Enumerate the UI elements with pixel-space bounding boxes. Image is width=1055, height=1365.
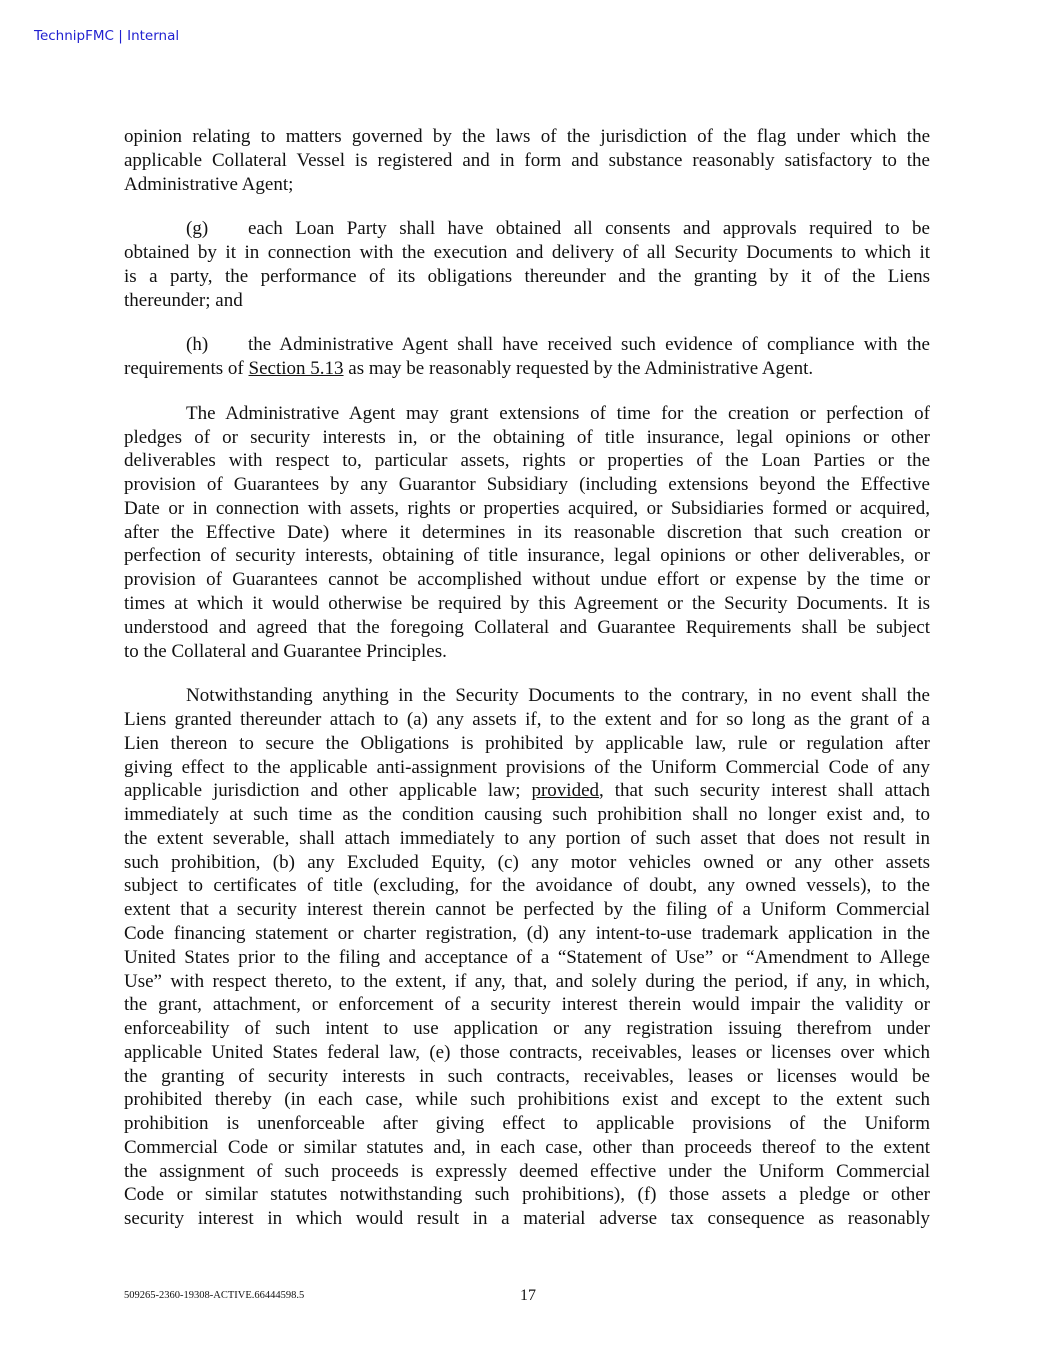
text-line: immediately at such time as the condition causing such prohibition shall no longer exist and, to	[124, 804, 930, 826]
text-line: the granting of security interests in such contracts, receivables, leases or licenses would be	[124, 1065, 930, 1087]
text-line: Use” with respect thereto, to the extent, if any, that, and solely during the period, if any, in which,	[124, 970, 930, 992]
cross-reference: provided	[531, 780, 600, 802]
text-segment: as may be reasonably requested by the Administrative Agent.	[343, 358, 814, 380]
paragraph	[124, 684, 930, 1231]
text-line: Code or similar statutes notwithstanding such prohibitions), (f) those assets a pledge or other	[124, 1184, 930, 1206]
clause-marker: (h)	[186, 334, 209, 356]
text-line: Code financing statement or charter registration, (d) any intent-to-use trademark application in the	[124, 922, 930, 944]
text-line: understood and agreed that the foregoing Collateral and Guarantee Requirements shall be subject	[124, 616, 930, 638]
text-line: prohibited thereby (in each case, while such prohibitions exist and except to the extent such	[124, 1089, 930, 1111]
text-line: times at which it would otherwise be required by this Agreement or the Security Documents. It is	[124, 593, 930, 615]
text-line: the assignment of such proceeds is expressly deemed effective under the Uniform Commercial	[124, 1160, 930, 1182]
text-line: the grant, attachment, or enforcement of a security interest therein would impair the validity or	[124, 994, 930, 1016]
page-number: 17	[520, 1287, 536, 1304]
clause-text: each Loan Party shall have obtained all consents and approvals required to be	[248, 218, 930, 240]
text-line: applicable United States federal law, (e) those contracts, receivables, leases or licenses over which	[124, 1041, 930, 1063]
text-line: Lien thereon to secure the Obligations is prohibited by applicable law, rule or regulation after	[124, 732, 930, 754]
text-line: subject to certificates of title (excluding, for the avoidance of doubt, any owned vessels), to the	[124, 875, 930, 897]
text-line: the extent severable, shall attach immediately to any portion of such asset that does not result in	[124, 827, 930, 849]
text-line: provision of Guarantees by any Guarantor Subsidiary (including extensions beyond the Effective	[124, 474, 930, 496]
text-line: Notwithstanding anything in the Security Documents to the contrary, in no event shall the	[186, 685, 930, 707]
text-line: The Administrative Agent may grant extensions of time for the creation or perfection of	[186, 402, 930, 424]
text-line: Liens granted thereunder attach to (a) any assets if, to the extent and for so long as the grant of a	[124, 709, 930, 731]
text-line: extent that a security interest therein cannot be perfected by the filing of a Uniform Commercial	[124, 899, 930, 921]
document-body	[124, 125, 930, 1252]
text-line: Commercial Code or similar statutes and, in each case, other than proceeds thereof to the extent	[124, 1136, 930, 1158]
classification-label: TechnipFMC | Internal	[34, 28, 180, 44]
text-line: obtained by it in connection with the execution and delivery of all Security Documents to which it	[124, 242, 930, 264]
text-line: security interest in which would result in a material adverse tax consequence as reasonably	[124, 1208, 930, 1230]
text-line: pledges of or security interests in, or the obtaining of title insurance, legal opinions or other	[124, 426, 930, 448]
text-line: is a party, the performance of its obligations thereunder and the granting by it of the Liens	[124, 265, 930, 287]
text-line: thereunder; and	[124, 289, 243, 311]
document-id: 509265-2360-19308-ACTIVE.66444598.5	[124, 1290, 305, 1301]
text-line	[124, 779, 930, 803]
text-line: Date or in connection with assets, rights or properties acquired, or Subsidiaries formed or acquired,	[124, 497, 930, 519]
text-line: opinion relating to matters governed by the laws of the jurisdiction of the flag under which the	[124, 126, 930, 147]
text-line: provision of Guarantees cannot be accomplished without undue effort or expense by the time or	[124, 569, 930, 591]
text-line	[124, 217, 930, 241]
paragraph	[124, 217, 930, 312]
clause-marker: (g)	[186, 218, 209, 240]
cross-reference: Section 5.13	[248, 358, 344, 380]
text-line: giving effect to the applicable anti-assignment provisions of the Uniform Commercial Code of any	[124, 756, 930, 778]
text-line: enforceability of such intent to use application or any registration issuing therefrom under	[124, 1018, 930, 1040]
paragraph	[124, 333, 930, 381]
text-line: Administrative Agent;	[124, 173, 294, 195]
text-line: after the Effective Date) where it determines in its reasonable discretion that such creation or	[124, 521, 930, 543]
text-line: United States prior to the filing and acceptance of a “Statement of Use” or “Amendment to Allege	[124, 946, 930, 968]
text-line: perfection of security interests, obtaining of title insurance, legal opinions or other deliverables, or	[124, 545, 930, 567]
text-segment: requirements of	[124, 358, 249, 380]
text-line: applicable Collateral Vessel is registered and in form and substance reasonably satisfactory to the	[124, 149, 930, 171]
text-line: to the Collateral and Guarantee Principles.	[124, 640, 447, 662]
text-line: prohibition is unenforceable after giving effect to applicable provisions of the Uniform	[124, 1113, 930, 1135]
paragraph	[124, 402, 930, 663]
clause-text: the Administrative Agent shall have received such evidence of compliance with the	[248, 334, 930, 356]
text-line: such prohibition, (b) any Excluded Equity, (c) any motor vehicles owned or any other assets	[124, 851, 930, 873]
text-segment: applicable jurisdiction and other applicable law;	[124, 780, 532, 802]
text-segment: , that such security interest shall attach	[599, 780, 930, 802]
text-line: deliverables with respect to, particular assets, rights or properties of the Loan Parties or the	[124, 450, 930, 472]
paragraph	[124, 125, 930, 196]
text-line	[124, 333, 930, 357]
text-line	[124, 357, 930, 381]
